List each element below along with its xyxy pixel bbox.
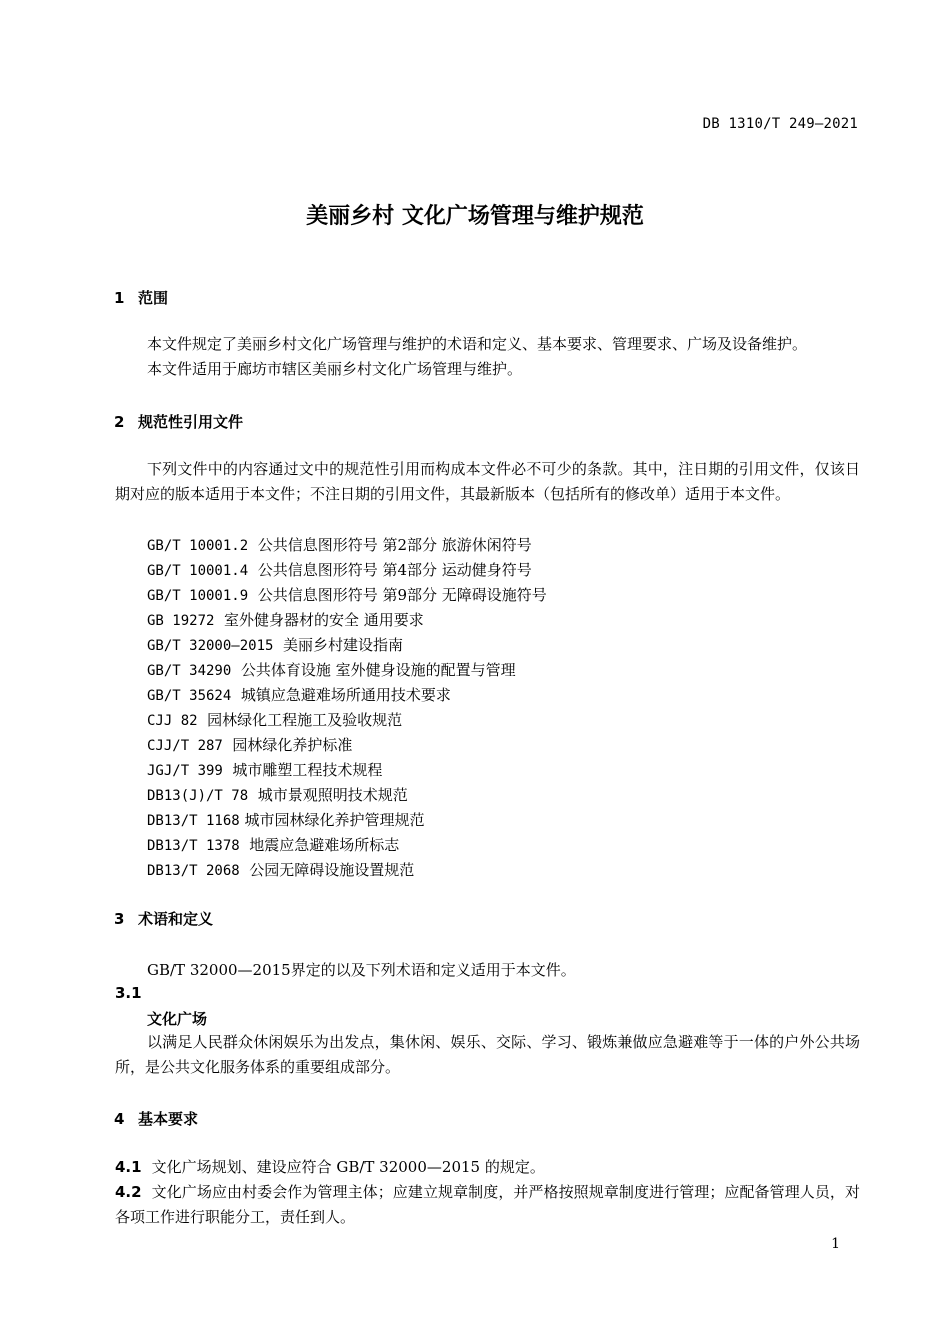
- reference-name: 公共信息图形符号 第2部分 旅游休闲符号: [257, 536, 532, 554]
- reference-name: 公共信息图形符号 第4部分 运动健身符号: [257, 561, 532, 579]
- section-3-heading: [114, 908, 213, 929]
- scope-paragraph-1: 本文件规定了美丽乡村文化广场管理与维护的术语和定义、基本要求、管理要求、广场及设备维护。: [147, 335, 808, 353]
- reference-code: GB/T 32000—2015: [147, 638, 274, 654]
- section-number: 1: [114, 289, 125, 307]
- reference-name: 公共体育设施 室外健身设施的配置与管理: [240, 661, 516, 679]
- reference-code: DB13/T 2068: [147, 863, 240, 879]
- reference-item: [147, 659, 516, 680]
- clause-text: 文化广场规划、建设应符合 GB/T 32000—2015 的规定。: [151, 1158, 545, 1176]
- reference-code: GB/T 35624: [147, 688, 232, 704]
- reference-code: CJJ 82: [147, 713, 198, 729]
- reference-name: 美丽乡村建设指南: [282, 636, 403, 654]
- reference-code: DB13(J)/T 78: [147, 788, 249, 804]
- reference-item: [147, 809, 425, 830]
- reference-item: [147, 559, 532, 580]
- section-title: 术语和定义: [138, 910, 214, 928]
- reference-code: GB/T 34290: [147, 663, 232, 679]
- clause-number: 4.1: [115, 1158, 142, 1176]
- section-number: 3: [114, 910, 125, 928]
- section-number: 2: [114, 413, 125, 431]
- reference-item: [147, 534, 532, 555]
- reference-code: DB13/T 1168: [147, 813, 240, 829]
- reference-code: DB13/T 1378: [147, 838, 240, 854]
- terms-intro: GB/T 32000—2015界定的以及下列术语和定义适用于本文件。: [147, 961, 576, 979]
- clause-number: 4.2: [115, 1183, 142, 1201]
- term-number: 3.1: [115, 984, 142, 1002]
- term-name: 文化广场: [147, 1010, 208, 1028]
- section-title: 基本要求: [138, 1110, 199, 1128]
- document-title: 美丽乡村 文化广场管理与维护规范: [306, 204, 644, 229]
- section-title: 范围: [138, 289, 169, 307]
- reference-item: [147, 709, 402, 730]
- reference-item: [147, 759, 382, 780]
- reference-name: 园林绿化工程施工及验收规范: [207, 711, 403, 729]
- reference-name: 公园无障碍设施设置规范: [249, 861, 415, 879]
- reference-item: [147, 634, 403, 655]
- reference-name: 城市景观照明技术规范: [257, 786, 408, 804]
- normative-references-intro: 下列文件中的内容通过文中的规范性引用而构成本文件必不可少的条款。其中，注日期的引用文件，仅该日期对应的版本适用于本文件；不注日期的引用文件，其最新版本（包括所有的修改单）适用于本文件。: [115, 460, 860, 503]
- scope-paragraph-2: 本文件适用于廊坊市辖区美丽乡村文化广场管理与维护。: [147, 360, 523, 378]
- reference-item: [147, 609, 424, 630]
- reference-item: [147, 784, 408, 805]
- term-definition: 以满足人民群众休闲娱乐为出发点，集休闲、娱乐、交际、学习、锻炼兼做应急避难等于一体的户外公共场所，是公共文化服务体系的重要组成部分。: [115, 1033, 860, 1076]
- clause-text: 文化广场应由村委会作为管理主体；应建立规章制度，并严格按照规章制度进行管理；应配备管理人员，对各项工作进行职能分工，责任到人。: [115, 1183, 860, 1226]
- section-4-heading: [114, 1108, 198, 1129]
- reference-code: JGJ/T 399: [147, 763, 223, 779]
- reference-name: 地震应急避难场所标志: [249, 836, 400, 854]
- document-number: DB 1310/T 249—2021: [702, 116, 858, 132]
- reference-item: [147, 584, 547, 605]
- reference-code: GB/T 10001.9: [147, 588, 249, 604]
- clause-4-2: [115, 1180, 860, 1230]
- section-number: 4: [114, 1110, 125, 1128]
- reference-item: [147, 734, 352, 755]
- reference-code: GB/T 10001.2: [147, 538, 249, 554]
- reference-item: [147, 684, 451, 705]
- section-2-heading: [114, 411, 243, 432]
- reference-name: 城镇应急避难场所通用技术要求: [240, 686, 451, 704]
- reference-item: [147, 834, 399, 855]
- reference-name: 城市雕塑工程技术规程: [232, 761, 383, 779]
- reference-code: CJJ/T 287: [147, 738, 223, 754]
- section-title: 规范性引用文件: [138, 413, 244, 431]
- reference-name: 室外健身器材的安全 通用要求: [223, 611, 424, 629]
- clause-4-1: [115, 1155, 860, 1180]
- reference-name: 城市园林绿化养护管理规范: [244, 811, 425, 829]
- reference-code: GB/T 10001.4: [147, 563, 249, 579]
- section-1-heading: [114, 287, 168, 308]
- reference-name: 公共信息图形符号 第9部分 无障碍设施符号: [257, 586, 547, 604]
- page-number: 1: [831, 1236, 840, 1252]
- reference-item: [147, 859, 414, 880]
- reference-name: 园林绿化养护标准: [232, 736, 353, 754]
- reference-code: GB 19272: [147, 613, 215, 629]
